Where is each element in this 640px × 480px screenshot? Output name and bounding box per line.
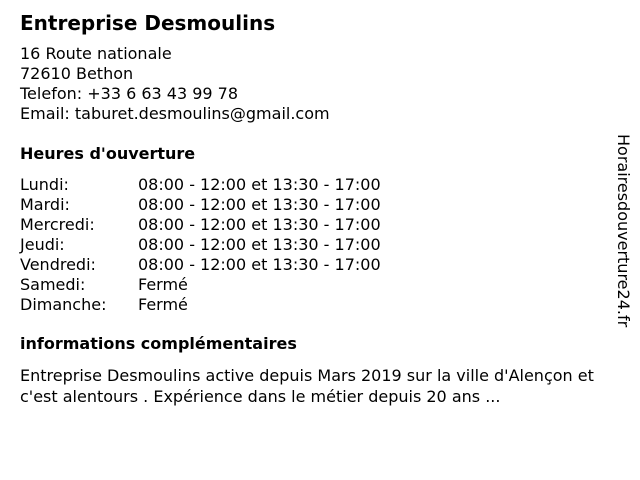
hours-row: [20, 215, 381, 235]
additional-info-heading: informations complémentaires: [20, 334, 297, 353]
day-hours: Fermé: [138, 275, 188, 294]
hours-row: [20, 255, 381, 275]
day-label: Vendredi:: [20, 255, 96, 274]
postal-city: 72610 Bethon: [20, 64, 134, 83]
day-label: Jeudi:: [20, 235, 65, 254]
day-hours: Fermé: [138, 295, 188, 314]
hours-row: [20, 235, 381, 255]
hours-row: [20, 295, 381, 315]
day-hours: 08:00 - 12:00 et 13:30 - 17:00: [138, 255, 381, 274]
day-label: Mercredi:: [20, 215, 95, 234]
day-hours: 08:00 - 12:00 et 13:30 - 17:00: [138, 195, 381, 214]
street-address: 16 Route nationale: [20, 44, 172, 63]
day-label: Mardi:: [20, 195, 70, 214]
day-label: Lundi:: [20, 175, 69, 194]
day-hours: 08:00 - 12:00 et 13:30 - 17:00: [138, 175, 381, 194]
phone-number: Telefon: +33 6 63 43 99 78: [20, 84, 239, 103]
business-name: Entreprise Desmoulins: [20, 11, 276, 35]
day-label: Dimanche:: [20, 295, 107, 314]
email-address: Email: taburet.desmoulins@gmail.com: [20, 104, 330, 123]
hours-row: [20, 275, 381, 295]
business-card: [20, 10, 610, 406]
additional-info-text: Entreprise Desmoulins active depuis Mars 2019 sur la ville d'Alençon et c'est alentours . Expérience dans le métier depuis 20 ans ...: [20, 366, 594, 406]
hours-row: [20, 175, 381, 195]
opening-hours-heading: Heures d'ouverture: [20, 144, 196, 163]
day-hours: 08:00 - 12:00 et 13:30 - 17:00: [138, 215, 381, 234]
opening-hours-table: [20, 175, 381, 315]
address-block: [20, 44, 610, 124]
site-watermark: Horairesdouverture24.fr: [614, 134, 633, 328]
day-label: Samedi:: [20, 275, 86, 294]
hours-row: [20, 195, 381, 215]
day-hours: 08:00 - 12:00 et 13:30 - 17:00: [138, 235, 381, 254]
